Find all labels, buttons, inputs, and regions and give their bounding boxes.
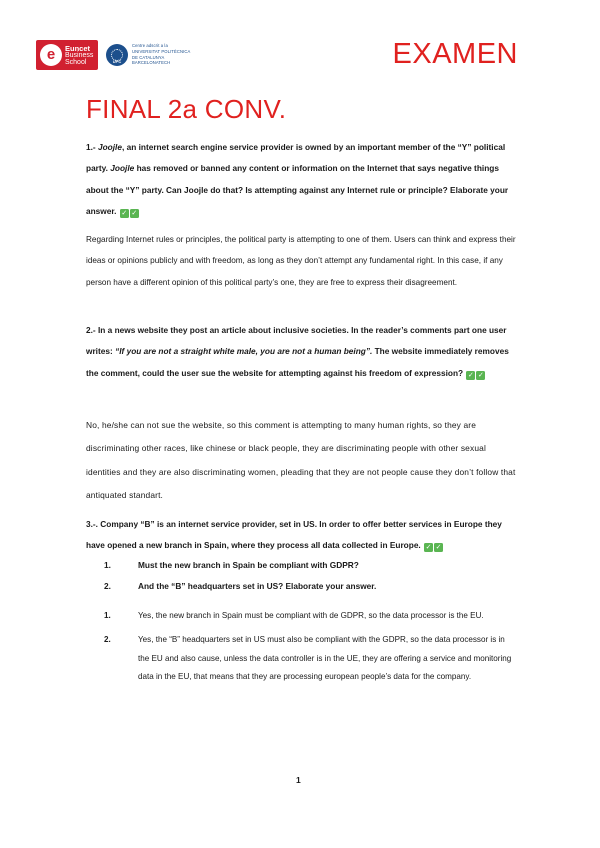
list-number: 1.	[104, 560, 111, 570]
list-item	[104, 631, 518, 687]
checkmark-icon: ✓	[435, 544, 442, 552]
upc-logo-line: Centre adscrit a la	[132, 43, 168, 49]
answer-2: No, he/she can not sue the website, so this comment is attempting to many human rights, so they are discriminating other races, like chinese or black people, they are discriminating people with other sexual identities and they are also discriminating women, pleading that they are not people cause they don’t follow that antiquated standart.	[86, 420, 516, 501]
checkmark-icon: ✓	[468, 371, 474, 379]
question-text: The website immediately removes the comment, could the user sue the website for attempting against his freedom of expression?	[86, 346, 509, 378]
list-number: 2.	[104, 581, 111, 591]
list-text: Yes, the new branch in Spain must be compliant with de GDPR, so the data processor is the EU.	[138, 611, 484, 620]
euncet-logo-name: Euncet	[65, 43, 91, 53]
page-title: FINAL 2a CONV.	[86, 94, 287, 124]
brand-name: Joojle	[98, 142, 122, 152]
checkmark-icon: ✓	[478, 371, 484, 379]
question-text: has removed or banned any content or information on the Internet that says negative things about the “Y” party. Can Joojle do that? Is attempting against any Internet rule or principle? Elaborate your answer.	[86, 163, 509, 216]
upc-logo	[106, 44, 192, 66]
question-number: 1.-	[86, 142, 96, 152]
question-3	[86, 514, 516, 557]
question-3-subquestions	[104, 555, 518, 597]
question-text: , an internet search engine service provider is owned by an important member of the “Y” political party.	[86, 142, 506, 174]
question-2	[86, 320, 516, 384]
euncet-logo-mark: e	[40, 44, 62, 66]
list-number: 1.	[104, 611, 111, 620]
answer-3-list	[104, 607, 518, 687]
upc-logo-line: BARCELONATECH	[132, 60, 171, 66]
question-text: 3.-. Company “B” is an internet service provider, set in US. In order to offer better services in Europe they have opened a new branch in Spain, where they process all data collected in Europe.	[86, 519, 502, 551]
euncet-logo-line2: Business	[65, 51, 94, 59]
question-number: 2.-	[86, 325, 96, 335]
page-number: 1	[296, 775, 301, 785]
list-text: Must the new branch in Spain be compliant with GDPR?	[138, 560, 359, 570]
brand-name: Joojle	[110, 163, 135, 174]
list-text: Yes, the “B” headquarters set in US must also be compliant with the GDPR, so the data processor is in the EU and also cause, unless the data controller is in the UE, they are offering a service and monitoring data in the EU, that means that they are processing european people’s data for the company.	[138, 634, 512, 682]
list-item	[104, 607, 518, 626]
question-1	[86, 137, 516, 222]
euncet-logo	[36, 40, 98, 70]
upc-seal-label: UPC	[112, 59, 122, 64]
header-logos	[36, 40, 192, 70]
quoted-comment: “If you are not a straight white male, you are not a human being”.	[115, 346, 373, 357]
list-number: 2.	[104, 634, 111, 644]
exam-label: EXAMEN	[392, 38, 518, 70]
checkmark-icon: ✓	[425, 544, 432, 552]
question-text: In a news website they post an article about inclusive societies. In the reader’s comments part one user writes:	[86, 325, 507, 357]
upc-logo-line: DE CATALUNYA	[132, 54, 165, 60]
list-item	[104, 576, 518, 596]
answer-1: Regarding Internet rules or principles, the political party is attempting to one of them. Users can think and express their ideas or opinions publicly and with freedom, as long as they don’t attempt any fundamental right. In this case, if any person have a different opinion of this political party’s one, they are free to express their disagreement.	[86, 235, 516, 287]
list-item	[104, 555, 518, 575]
upc-seal-icon	[106, 44, 128, 66]
checkmark-icon: ✓	[121, 209, 128, 217]
checkmark-icon: ✓	[131, 209, 138, 217]
upc-logo-line: UNIVERSITAT POLITÈCNICA	[132, 48, 191, 54]
euncet-logo-line3: School	[65, 58, 87, 66]
list-text: And the “B” headquarters set in US? Elaborate your answer.	[138, 581, 377, 591]
